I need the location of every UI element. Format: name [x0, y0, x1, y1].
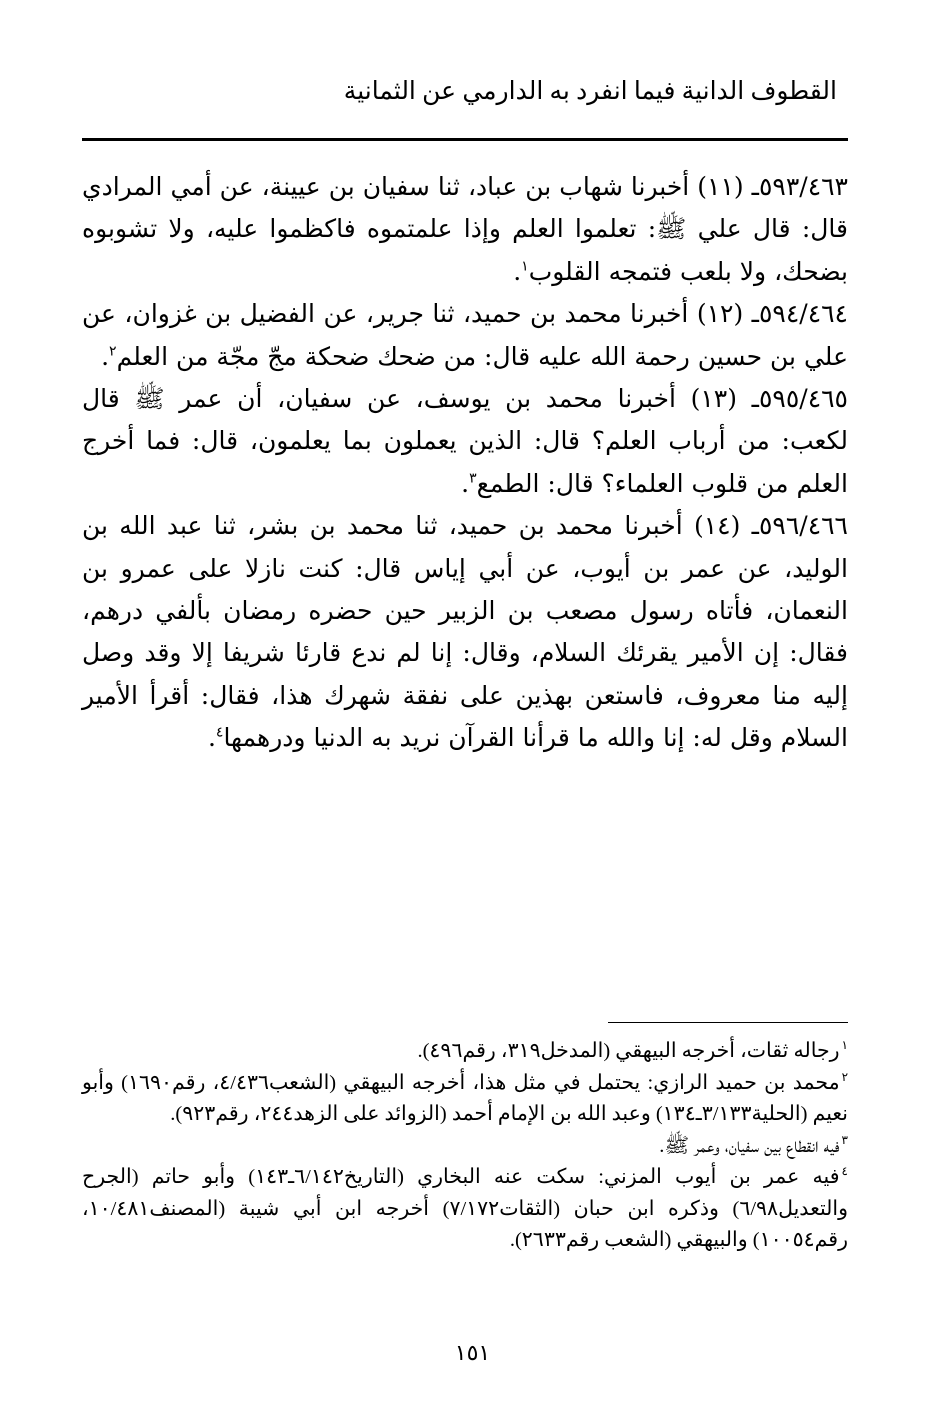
paragraph-end: . [101, 341, 110, 371]
hadith-paragraph [82, 378, 848, 505]
paragraph-end: . [513, 256, 522, 286]
header-rule [82, 138, 848, 141]
hadith-paragraph [82, 166, 848, 293]
footnote-number: ٤ [841, 1164, 848, 1179]
footnote-rule [608, 1022, 848, 1023]
footnote [82, 1036, 848, 1068]
footnote [82, 1068, 848, 1131]
footnote-text: فيه انقطاع بين سفيان، وعمر ﷺ. [659, 1134, 840, 1157]
footnote [82, 1131, 848, 1163]
hadith-paragraph [82, 505, 848, 759]
footnote-ref: ١ [521, 258, 529, 275]
hadith-paragraph [82, 293, 848, 378]
hadith-text: ٥٩٤/٤٦٤ـ (١٢) أخبرنا محمد بن حميد، ثنا جرير، عن الفضيل بن غزوان، عن علي بن حسين رحمة الله عليه قال: من ضحك ضحكة مجّ مجّة من العلم [82, 299, 848, 371]
footnote [82, 1162, 848, 1257]
hadith-text: ٥٩٦/٤٦٦ـ (١٤) أخبرنا محمد بن حميد، ثنا محمد بن بشر، ثنا عبد الله بن الوليد، عن عمر بن أيوب، عن أبي إياس قال: كنت نازلا على عمرو بن النعمان، فأتاه رسول مصعب بن الزبير حين حضره رمضان بألفي درهم، فقال: إن الأمير يقرئك السلام، وقال: إنا لم ندع قارئا شريفا إلا وقد وصل إليه منا معروف، فاستعن بهذين على نفقة شهرك هذا، فقال: أقرأ الأمير السلام وقل له: إنا والله ما قرأنا القرآن نريد به الدنيا ودرهمها [82, 511, 848, 753]
footnote-text: فيه عمر بن أيوب المزني: سكت عنه البخاري (التاريخ٦/١٤٢ـ١٤٣) وأبو حاتم (الجرح والتعديل٦/٩٨) وذكره ابن حبان (الثقات٧/١٧٢) أخرجه ابن أبي شيبة (المصنف١٠/٤٨١، رقم١٠٠٥٤) والبيهقي (الشعب رقم٢٦٣٣). [82, 1166, 848, 1251]
paragraph-end: . [207, 723, 216, 753]
footnote-text: محمد بن حميد الرازي: يحتمل في مثل هذا، أخرجه البيهقي (الشعب٤/٤٣٦، رقم١٦٩٠) وأبو نعيم (الحلية٣/١٣٣ـ١٣٤) وعبد الله بن الإمام أحمد (الزوائد على الزهد٢٤٤، رقم٩٢٣). [82, 1071, 848, 1125]
footnote-number: ١ [841, 1038, 848, 1053]
footnotes [82, 1036, 848, 1257]
footnote-number: ٢ [841, 1069, 849, 1084]
footnote-text: رجاله ثقات، أخرجه البيهقي (المدخل٣١٩، رقم٤٩٦). [417, 1040, 840, 1062]
footnote-number: ٣ [841, 1132, 848, 1147]
footnote-ref: ٢ [109, 343, 117, 360]
running-header-title: القطوف الدانية فيما انفرد به الدارمي عن الثمانية [343, 78, 837, 105]
page-number: ١٥١ [454, 1340, 491, 1365]
footnote-ref: ٤ [215, 724, 224, 741]
paragraph-end: . [461, 468, 470, 498]
footnote-ref: ٣ [469, 470, 477, 487]
hadith-text: ٥٩٥/٤٦٥ـ (١٣) أخبرنا محمد بن يوسف، عن سفيان، أن عمر ﷺ قال لكعب: من أرباب العلم؟ قال: الذين يعملون بما يعلمون، قال: فما أخرج العلم من قلوب العلماء؟ قال: الطمع [82, 384, 848, 498]
body-text [82, 166, 848, 760]
hadith-text: ٥٩٣/٤٦٣ـ (١١) أخبرنا شهاب بن عباد، ثنا سفيان بن عيينة، عن أمي المرادي قال: قال علي ﷺ: تعلموا العلم وإذا علمتموه فاكظموا عليه، ولا تشوبوه بضحك، ولا بلعب فتمجه القلوب [82, 172, 848, 286]
